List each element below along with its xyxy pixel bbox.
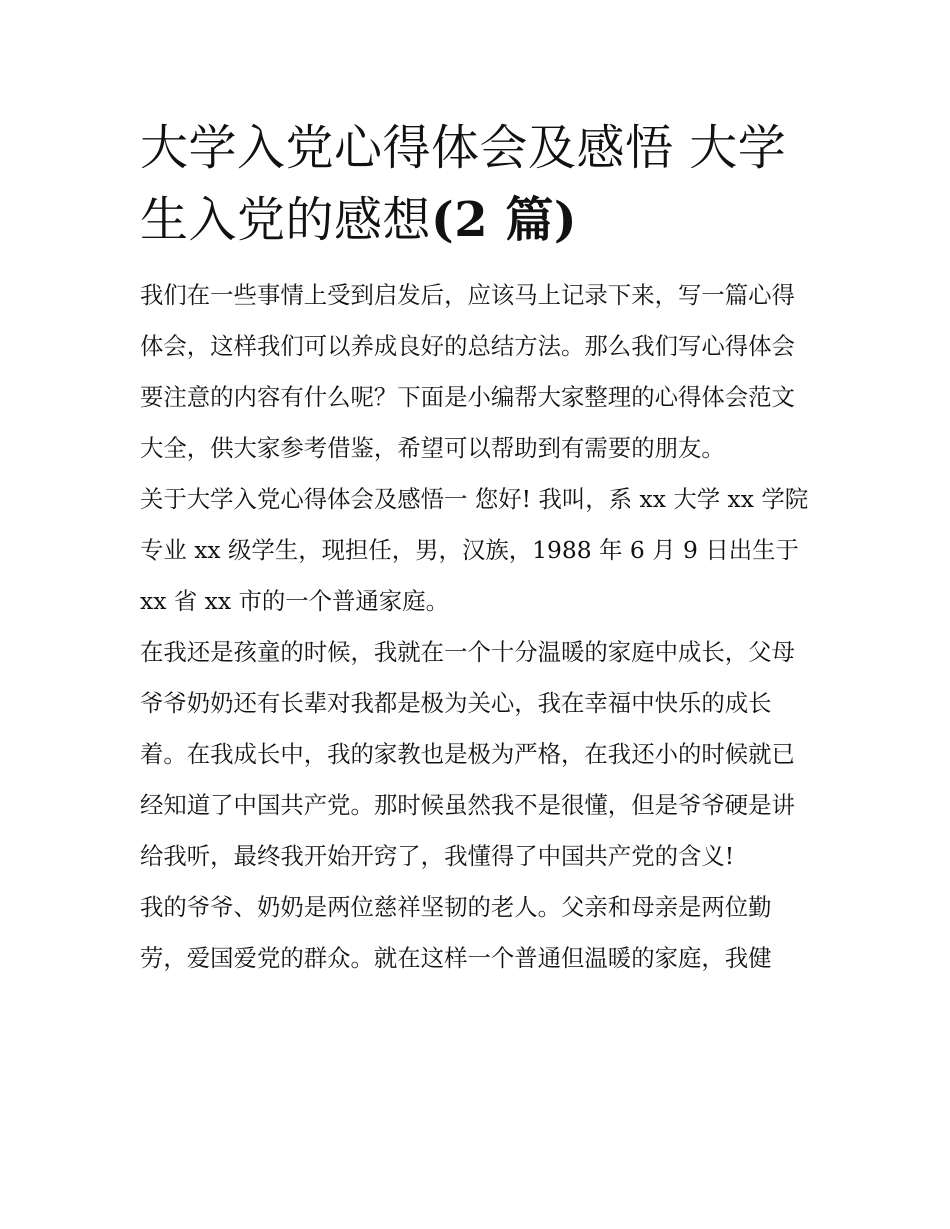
paragraph-childhood: 在我还是孩童的时候，我就在一个十分温暖的家庭中成长，父母爷爷奶奶还有长辈对我都是极为关心，我在幸福中快乐的成长着。在我成长中，我的家教也是极为严格，在我还小的时候就已经知道了中国共产党。那时候虽然我不是很懂，但是爷爷硬是讲给我听，最终我开始开窍了，我懂得了中国共产党的含义! — [140, 638, 795, 870]
document-title-count: (2 篇) — [431, 192, 578, 248]
paragraph-self-introduction: 关于大学入党心得体会及感悟一 您好! 我叫，系 xx 大学 xx 学院专业 xx 级学生，现担任，男，汉族，1988 年 6 月 9 日出生于 xx 省 xx 市的一个普通家庭。 — [140, 485, 809, 615]
document-title — [140, 112, 812, 256]
paragraph-family: 我的爷爷、奶奶是两位慈祥坚韧的老人。父亲和母亲是两位勤劳，爱国爱党的群众。就在这样一个普通但温暖的家庭，我健 — [140, 893, 772, 972]
document-title-main: 大学入党心得体会及感悟 大学生入党的感想 — [140, 120, 787, 248]
paragraph-intro: 我们在一些事情上受到启发后，应该马上记录下来，写一篇心得体会，这样我们可以养成良好的总结方法。那么我们写心得体会要注意的内容有什么呢？下面是小编帮大家整理的心得体会范文大全，供大家参考借鉴，希望可以帮助到有需要的朋友。 — [140, 281, 795, 462]
